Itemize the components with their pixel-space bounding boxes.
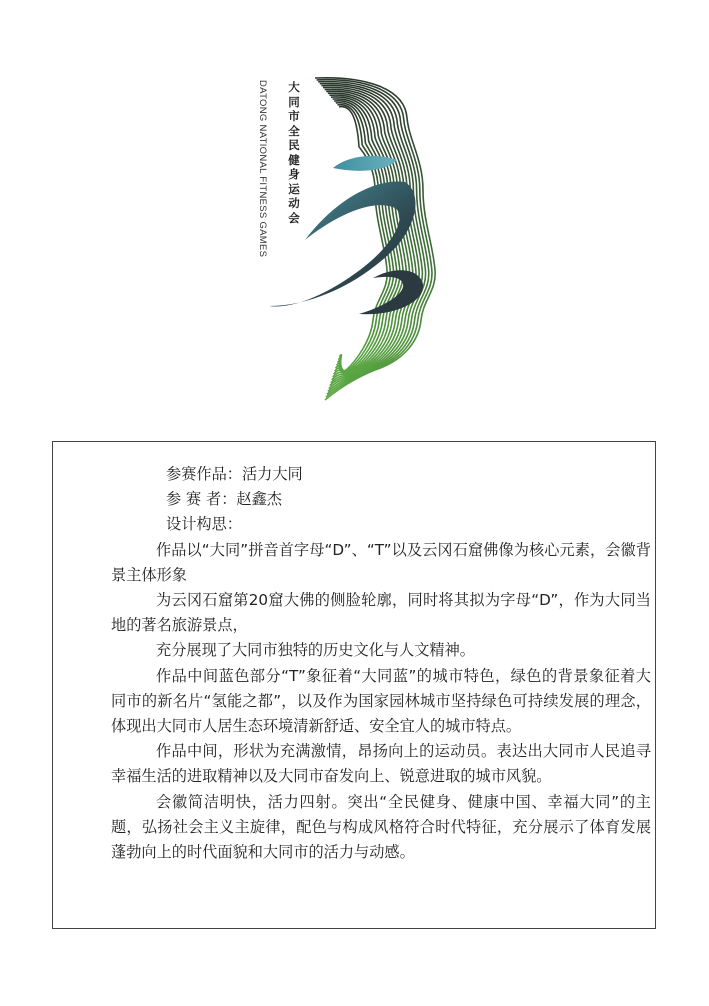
entry-author: 参 赛 者：赵鑫杰 [166,490,282,509]
concept-paragraph: 充分展现了大同市独特的历史文化与人文精神。 [156,641,475,660]
athlete-leg-swoosh [359,270,423,314]
concept-paragraph: 作品中间蓝色部分“T”象征着“大同蓝”的城市特色，绿色的背景象征着大同市的新名片“氢能之都”，以及作为国家园林城市坚持绿色可持续发展的理念，体现出大同市人居生态环境清新舒适、安全宜人的城市特点。 [111,666,651,736]
buddha-profile-contours [315,78,435,400]
concept-paragraph: 作品中间，形状为充满激情，昂扬向上的运动员。表达出大同市人民追寻幸福生活的进取精神以及大同市奋发向上、锐意进取的城市风貌。 [111,742,651,786]
entry-work-title: 参赛作品：活力大同 [166,465,303,483]
games-emblem [255,70,445,410]
concept-paragraph: 作品以“大同”拼音首字母“D”、“T”以及云冈石窟佛像为核心元素，会徽背景主体形象 [111,540,651,584]
emblem-title-cn: 大同市全民健身运动会 [288,80,300,225]
concept-paragraph: 为云冈石窟第20窟大佛的侧脸轮廓，同时将其拟为字母“D”，作为大同当地的著名旅游景点， [111,591,651,635]
concept-heading: 设计构思： [166,515,242,534]
entry-description [111,462,651,865]
emblem-title-en: DATONG NATIONAL FITNESS GAMES [257,80,268,258]
emblem-graphic [255,70,445,410]
concept-paragraph: 会徽简洁明快，活力四射。突出“全民健身、健康中国、幸福大同”的主题，弘扬社会主义主旋律，配色与构成风格符合时代特征，充分展示了体育发展蓬勃向上的时代面貌和大同市的活力与动感。 [111,792,651,862]
entry-description-box [52,441,656,929]
